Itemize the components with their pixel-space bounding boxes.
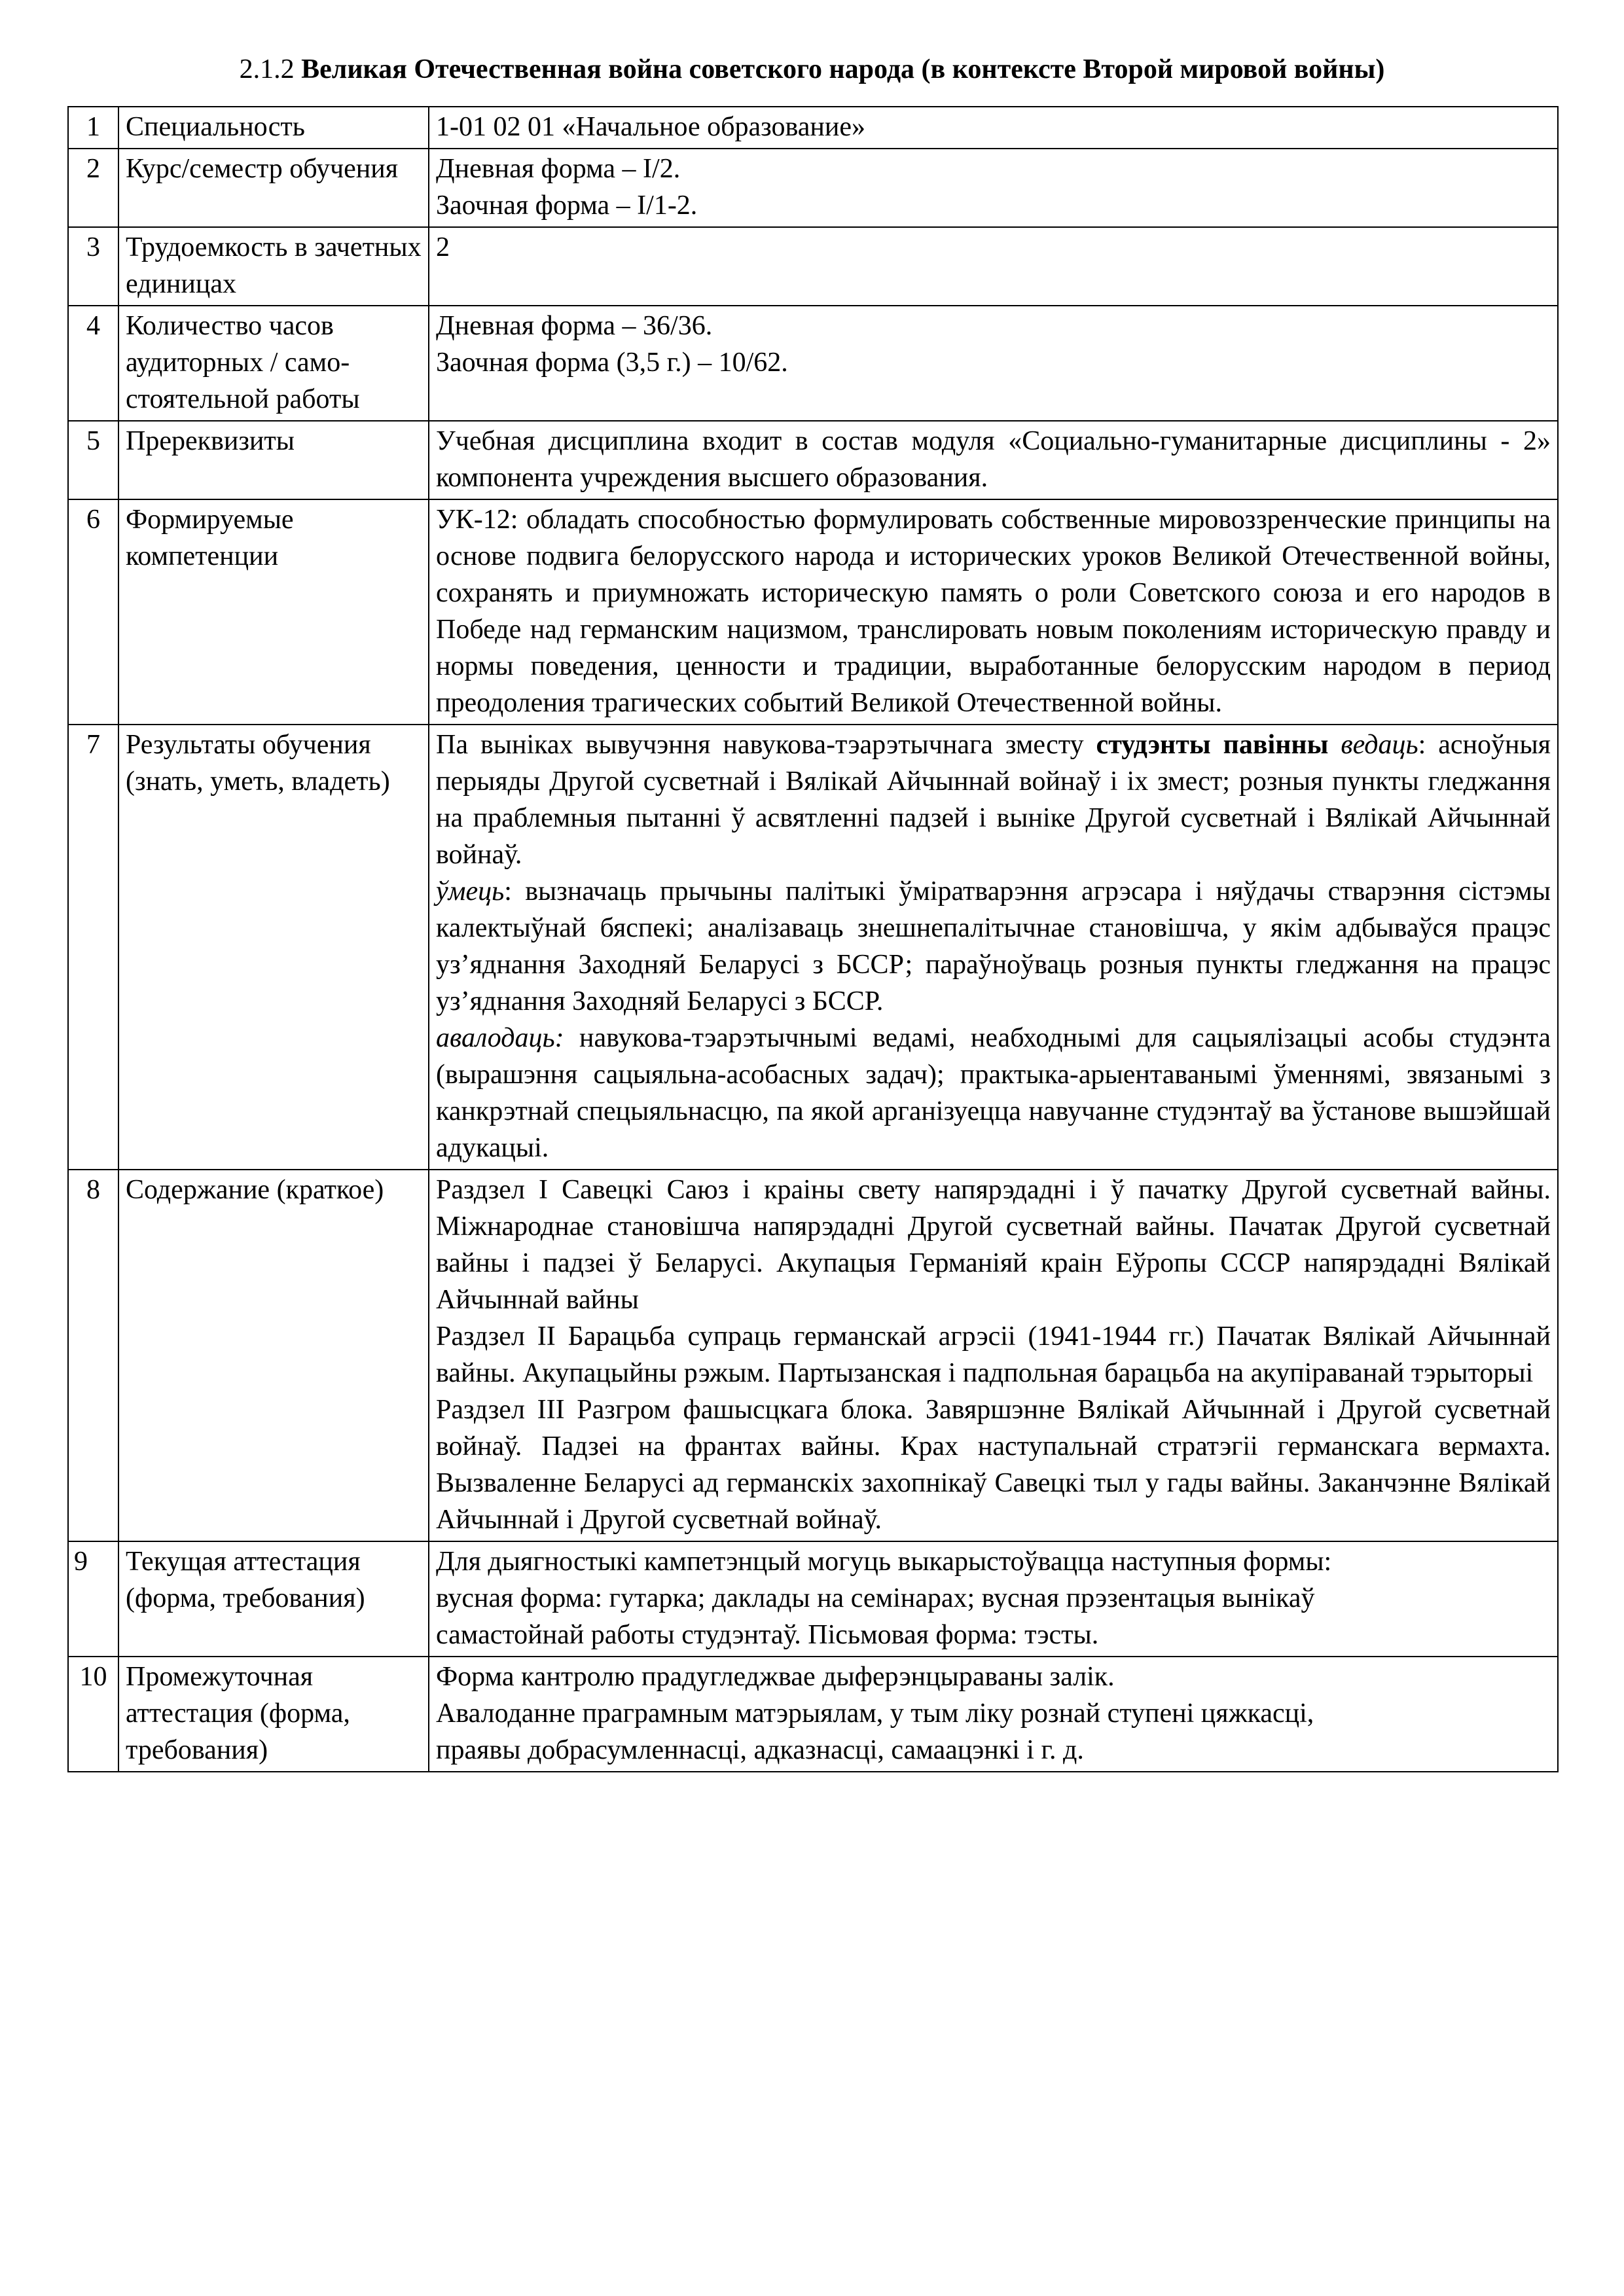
results-intro bbox=[436, 726, 1551, 873]
own-block bbox=[436, 1020, 1551, 1166]
own-text: навукова-тэарэтычнымі ведамі, неабходнымі для сацыялізацыі асобы студэнта (вырашэння сацыяльна-асобасных задач); практыка-арыентаванымі ўменнямі, звязанымі з канкрэтнай спецыяльнасцю, па якой арганізуецца навучанне студэнтаў ва ўстанове вышэйшай адукацыі. bbox=[436, 1023, 1551, 1163]
content-line: Форма кантролю прадугледжвае дыферэнцыраваны залік. bbox=[436, 1662, 1115, 1692]
can-label: ўмець bbox=[436, 876, 505, 906]
row-number: 9 bbox=[68, 1541, 118, 1657]
content-line: Дневная форма – I/2. bbox=[436, 154, 681, 184]
section-title bbox=[65, 51, 1559, 88]
row-label: Количество часов аудиторных / само-стоятельной работы bbox=[118, 306, 429, 421]
row-label: Промежуточная аттестация (форма, требования) bbox=[118, 1657, 429, 1772]
row-number: 1 bbox=[68, 107, 118, 149]
table-row bbox=[68, 499, 1558, 725]
content-line: Авалоданне праграмным матэрыялам, у тым ліку рознай ступені цяжкасці, bbox=[436, 1698, 1314, 1729]
table-row bbox=[68, 107, 1558, 149]
row-content bbox=[429, 1541, 1558, 1657]
row-content bbox=[429, 227, 1558, 306]
row-number: 10 bbox=[68, 1657, 118, 1772]
row-content bbox=[429, 107, 1558, 149]
content-section-2: Раздзел II Барацьба супраць германскай агрэсіі (1941-1944 гг.) Пачатак Вялікай Айчыннай вайны. Акупацыйны рэжым. Партызанская і падпольная барацьба на акупіраванай тэрыторыі bbox=[436, 1321, 1551, 1388]
results-intro-text: Па выніках вывучэння навукова-тэарэтычнага зместу bbox=[436, 730, 1096, 760]
row-number: 5 bbox=[68, 421, 118, 499]
content-line: Заочная форма (3,5 г.) – 10/62. bbox=[436, 348, 788, 378]
row-content bbox=[429, 306, 1558, 421]
row-content bbox=[429, 1170, 1558, 1541]
content-line: самастойнай работы студэнтаў. Пісьмовая форма: тэсты. bbox=[436, 1620, 1099, 1650]
row-content: УК-12: обладать способностью формулировать собственные мировоззренческие принципы на основе подвига белорусского народа и исторических уроков Великой Отечественной войны, сохранять и приумножать историческую память о роли Советского союза и его народов в Победе над германским нацизмом, транслировать новым поколениям историческую правду и нормы поведения, ценности и традиции, выработанные белорусским народом в период преодоления трагических событий Великой Отечественной войны. bbox=[429, 499, 1558, 725]
row-number: 2 bbox=[68, 149, 118, 227]
row-label: Формируемые компетенции bbox=[118, 499, 429, 725]
content-section-3: Раздзел III Разгром фашысцкага блока. Завяршэнне Вялікай Айчыннай і Другой сусветнай войнаў. Падзеі на франтах вайны. Крах наступальнай стратэгіі германскага вермахта. Вызваленне Беларусі ад германскіх захопнікаў Савецкі тыл у гады вайны. Заканчэнне Вялікай Айчыннай і Другой сусветнай войнаў. bbox=[436, 1395, 1551, 1535]
row-number: 4 bbox=[68, 306, 118, 421]
know-label: ведаць bbox=[1341, 730, 1418, 760]
row-label: Содержание (краткое) bbox=[118, 1170, 429, 1541]
row-label: Текущая аттестация (форма, требования) bbox=[118, 1541, 429, 1657]
content-line: Дневная форма – 36/36. bbox=[436, 311, 713, 341]
content-section-1: Раздзел I Савецкі Саюз і краіны свету напярэдадні і ў пачатку Другой сусветнай вайны. Міжнароднае становішча напярэдадні Другой сусветнай вайны. Пачатак Другой сусветнай вайны і падзеі ў Беларусі. Акупацыя Германіяй краін Еўропы СССР напярэдадні Вялікай Айчыннай вайны bbox=[436, 1175, 1551, 1315]
row-number: 7 bbox=[68, 725, 118, 1170]
row-content bbox=[429, 1657, 1558, 1772]
results-intro-bold: студэнты павінны bbox=[1096, 730, 1329, 760]
table-row bbox=[68, 421, 1558, 499]
content-line: вусная форма: гутарка; даклады на семінарах; вусная прэзентацыя вынікаў bbox=[436, 1583, 1315, 1613]
row-content: Учебная дисциплина входит в состав модуля «Социально-гуманитарные дисциплины - 2» компонента учреждения высшего образования. bbox=[429, 421, 1558, 499]
own-label: авалодаць: bbox=[436, 1023, 564, 1053]
table-row bbox=[68, 227, 1558, 306]
know-text: : асноўныя перыяды Другой сусветнай і Вялікай Айчыннай войнаў і іх змест; розныя пункты гледжання на праблемныя пытанні ў асвятленні падзей і выніке Другой сусветнай і Вялікай Айчыннай войнаў. bbox=[436, 730, 1551, 870]
section-heading: Великая Отечественная война советского народа (в контексте Второй мировой войны) bbox=[301, 54, 1385, 84]
table-row bbox=[68, 306, 1558, 421]
row-label: Результаты обучения (знать, уметь, владеть) bbox=[118, 725, 429, 1170]
row-content bbox=[429, 149, 1558, 227]
row-label: Курс/семестр обучения bbox=[118, 149, 429, 227]
content-line: 2 bbox=[436, 232, 450, 262]
table-row bbox=[68, 149, 1558, 227]
row-number: 8 bbox=[68, 1170, 118, 1541]
table-row bbox=[68, 725, 1558, 1170]
row-label: Трудоемкость в зачетных единицах bbox=[118, 227, 429, 306]
row-label: Пререквизиты bbox=[118, 421, 429, 499]
content-line: праявы добрасумленнасці, адказнасці, самаацэнкі і г. д. bbox=[436, 1735, 1084, 1765]
table-row bbox=[68, 1170, 1558, 1541]
content-line: 1-01 02 01 «Начальное образование» bbox=[436, 112, 866, 142]
content-line: Заочная форма – I/1-2. bbox=[436, 190, 698, 221]
row-content bbox=[429, 725, 1558, 1170]
can-block bbox=[436, 873, 1551, 1020]
row-label: Специальность bbox=[118, 107, 429, 149]
table-row bbox=[68, 1657, 1558, 1772]
can-text: : вызначаць прычыны палітыкі ўміратварэння агрэсара і няўдачы стварэння сістэмы калектыўнай бяспекі; аналізаваць знешнепалітычнае становішча, у якім адбываўся працэс уз’яднання Заходняй Беларусі з БССР; параўноўваць розныя пункты гледжання на працэс уз’яднання Заходняй Беларусі з БССР. bbox=[436, 876, 1551, 1016]
table-row bbox=[68, 1541, 1558, 1657]
section-number: 2.1.2 bbox=[239, 54, 295, 84]
row-number: 3 bbox=[68, 227, 118, 306]
content-line: Для дыягностыкі кампетэнцый могуць выкарыстоўвацца наступныя формы: bbox=[436, 1547, 1332, 1577]
row-number: 6 bbox=[68, 499, 118, 725]
syllabus-table bbox=[67, 106, 1559, 1772]
